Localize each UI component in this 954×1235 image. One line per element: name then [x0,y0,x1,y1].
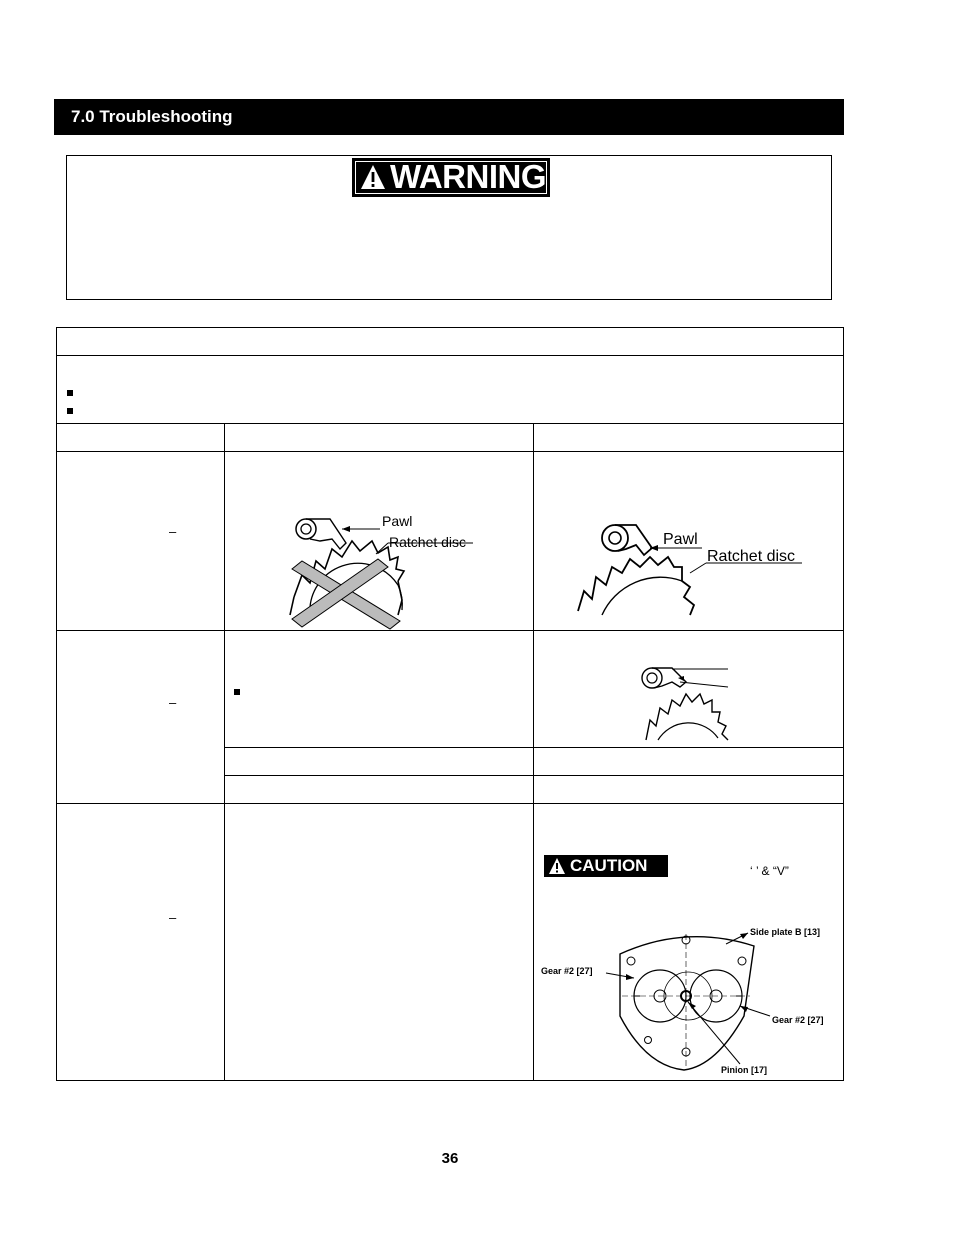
table-intro-divider [57,423,843,424]
gear-diagram [536,916,840,1078]
table-row-divider [57,630,843,631]
gear-left-label: Gear #2 [27] [541,966,593,976]
incorrect-pawl-label: Pawl [382,513,413,529]
bullet-marker [67,408,73,414]
side-plate-label: Side plate B [13] [750,927,821,937]
table-row-divider [57,803,843,804]
table-column-divider [533,423,534,1080]
bullet-marker [234,689,240,695]
row-dash: – [169,524,177,539]
page-number: 36 [441,1150,459,1167]
incorrect-ratchet-label: Ratchet disc [389,534,467,550]
correct-pawl-label: Pawl [663,531,698,548]
bullet-marker [67,390,73,396]
pawl-adjustment-diagram [636,660,746,742]
correct-ratchet-label: Ratchet disc [707,548,796,565]
table-header-divider [57,451,843,452]
table-column-divider [224,423,225,1080]
warning-text: WARNING [390,158,546,195]
incorrect-pawl-diagram [280,505,500,630]
row-dash: – [169,910,177,925]
correct-pawl-diagram [570,515,810,620]
section-header-bar [54,99,844,135]
row-dash: – [169,695,177,710]
section-title: 7.0 Troubleshooting [71,107,233,126]
warning-label [352,158,550,197]
gear-right-label: Gear #2 [27] [772,1015,824,1025]
pinion-label: Pinion [17] [721,1065,768,1075]
warning-triangle-icon [360,164,386,190]
caution-text: CAUTION [570,856,648,875]
table-title-divider [57,355,843,356]
caution-triangle-icon [549,858,565,874]
caution-label [544,855,668,877]
caution-fragment-text: ‘ ’ & “V” [750,864,789,878]
